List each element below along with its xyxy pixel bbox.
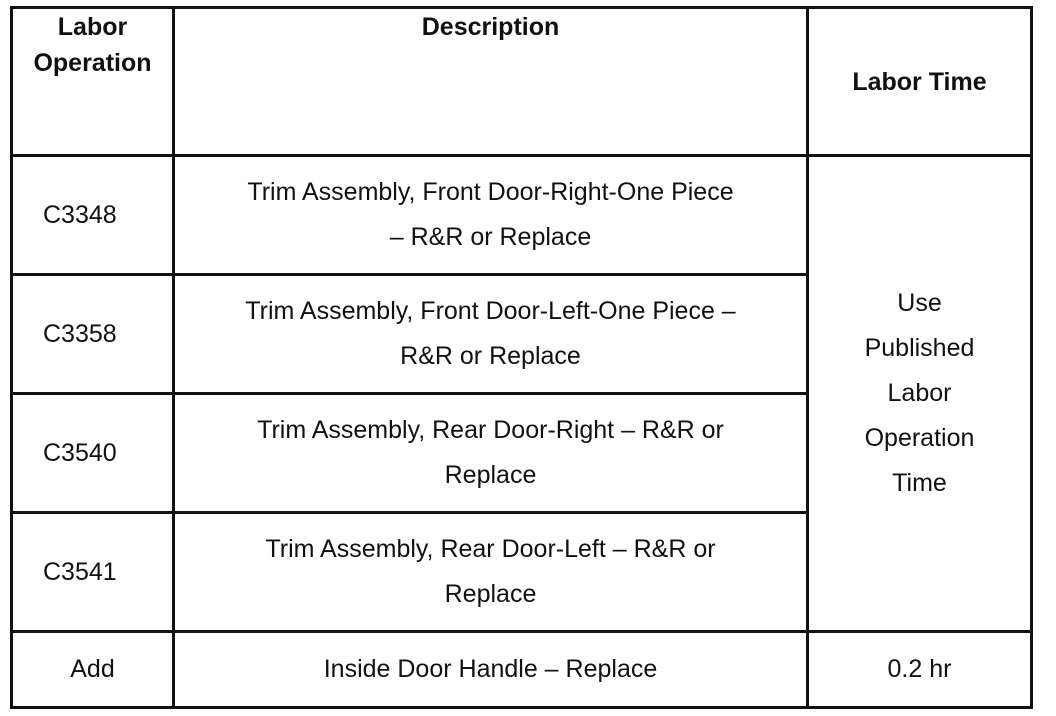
description-cell: [174, 275, 808, 394]
description-line2: R&R or Replace: [400, 342, 581, 370]
labor-time-line4: Operation: [864, 424, 975, 452]
header-labor-time: Labor Time: [808, 8, 1032, 156]
labor-time-line2: Published: [864, 334, 975, 362]
header-description: Description: [174, 8, 808, 156]
description-line2: Replace: [444, 461, 537, 489]
header-labor-operation-line1: Labor: [57, 13, 128, 41]
description-cell: Inside Door Handle – Replace: [174, 632, 808, 708]
header-labor-operation-line2: Operation: [33, 49, 152, 77]
operation-code-cell: C3358: [12, 275, 174, 394]
merged-labor-time-cell: [808, 156, 1032, 632]
labor-time-cell: 0.2 hr: [808, 632, 1032, 708]
description-cell: [174, 513, 808, 632]
description-line2: – R&R or Replace: [389, 223, 592, 251]
table-header-row: [12, 8, 1032, 156]
description-line1: Trim Assembly, Front Door-Right-One Piece: [247, 178, 734, 206]
labor-time-line1: Use: [897, 289, 942, 317]
description-line1: Trim Assembly, Rear Door-Left – R&R or: [265, 535, 716, 563]
table-row-add: [12, 632, 1032, 708]
header-labor-operation: [12, 8, 174, 156]
description-line1: Trim Assembly, Front Door-Left-One Piece –: [245, 297, 736, 325]
operation-code-cell: Add: [12, 632, 174, 708]
labor-operations-table: [10, 6, 1033, 709]
operation-code-cell: C3540: [12, 394, 174, 513]
labor-time-line5: Time: [892, 469, 947, 497]
description-cell: [174, 394, 808, 513]
description-cell: [174, 156, 808, 275]
description-line2: Replace: [444, 580, 537, 608]
operation-code-cell: C3541: [12, 513, 174, 632]
labor-time-line3: Labor: [887, 379, 952, 407]
operation-code-cell: C3348: [12, 156, 174, 275]
table-row: [12, 156, 1032, 275]
description-line1: Trim Assembly, Rear Door-Right – R&R or: [257, 416, 724, 444]
